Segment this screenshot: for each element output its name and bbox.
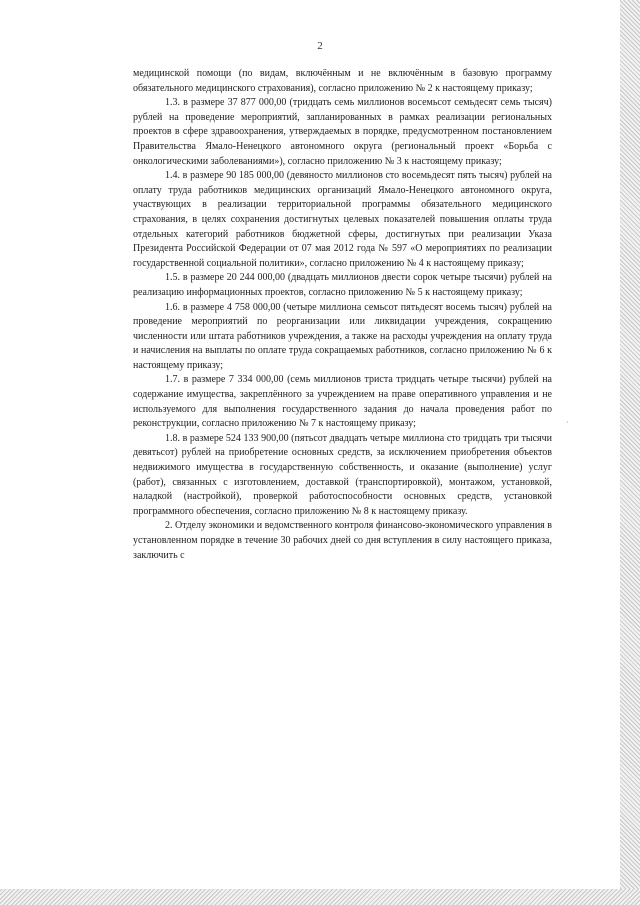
page-number: 2 [317,40,323,52]
paragraph-1-5: 1.5. в размере 20 244 000,00 (двадцать миллионов двести сорок четыре тысячи) рублей на реализацию информационных проектов, согласно приложению № 5 к настоящему приказу; [133,272,552,298]
paragraph-1-8: 1.8. в размере 524 133 900,00 (пятьсот двадцать четыре миллиона сто тридцать три тысячи девятьсот) рублей на приобретение основных средств, за исключением приобретения объектов недвижимого имущества в государственную собственность, и оказание (выполнение) услуг (работ), связанных с изготовлением, доставкой (транспортировкой), монтажом, установкой, наладкой (настройкой), проверкой работоспособности основных средств, установкой программного обеспечения, согласно приложению № 8 к настоящему приказу. [133,432,552,517]
scan-border-right [620,0,640,905]
paragraph-1-6: 1.6. в размере 4 758 000,00 (четыре миллиона семьсот пятьдесят восемь тысяч) рублей на проведение мероприятий по реорганизации или ликвидации учреждения, сокращению численности или штата работников учреждения, а также на расходы учреждения на оплату труда и начисления на выплаты по оплате труда сокращаемых работников, согласно приложению № 6 к настоящему приказу; [133,301,552,371]
scan-speck: · [566,418,569,427]
paragraph-1-3: 1.3. в размере 37 877 000,00 (тридцать семь миллионов восемьсот семьдесят семь тысяч) рублей на проведение мероприятий, запланированных в рамках реализации региональных проектов в сфере здравоохранения, утверждаемых в порядке, предусмотренном постановлением Правительства Ямало-Ненецкого автономного округа (региональный проект «Борьба с онкологическими заболеваниями»), согласно приложению № 3 к настоящему приказу; [133,97,552,167]
paragraph-2: 2. Отделу экономики и ведомственного контроля финансово-экономического управления в установленном порядке в течение 30 рабочих дней со дня вступления в силу настоящего приказа, заключить с [133,520,552,561]
document-body [133,67,552,563]
paragraph-1-7: 1.7. в размере 7 334 000,00 (семь миллионов триста тридцать четыре тысячи) рублей на содержание имущества, закреплённого за учреждением на праве оперативного управления и не используемого для выполнения государственного задания до начала проведения работ по реконструкции, согласно приложению № 7 к настоящему приказу; [133,374,552,430]
paragraph-1-4: 1.4. в размере 90 185 000,00 (девяносто миллионов сто восемьдесят пять тысяч) рублей на оплату труда работников медицинских организаций Ямало-Ненецкого автономного округа, участвующих в реализации территориальной программы обязательного медицинского страхования, в целях сохранения достигнутых целевых показателей повышения оплаты труда отдельных категорий работников бюджетной сферы, достигнутых при реализации Указа Президента Российской Федерации от 07 мая 2012 года № 597 «О мероприятиях по реализации государственной социальной политики», согласно приложению № 4 к настоящему приказу; [133,170,552,269]
scan-border-bottom [0,889,640,905]
paragraph-continuation: медицинской помощи (по видам, включённым и не включённым в базовую программу обязательного медицинского страхования), согласно приложению № 2 к настоящему приказу; [133,68,552,94]
